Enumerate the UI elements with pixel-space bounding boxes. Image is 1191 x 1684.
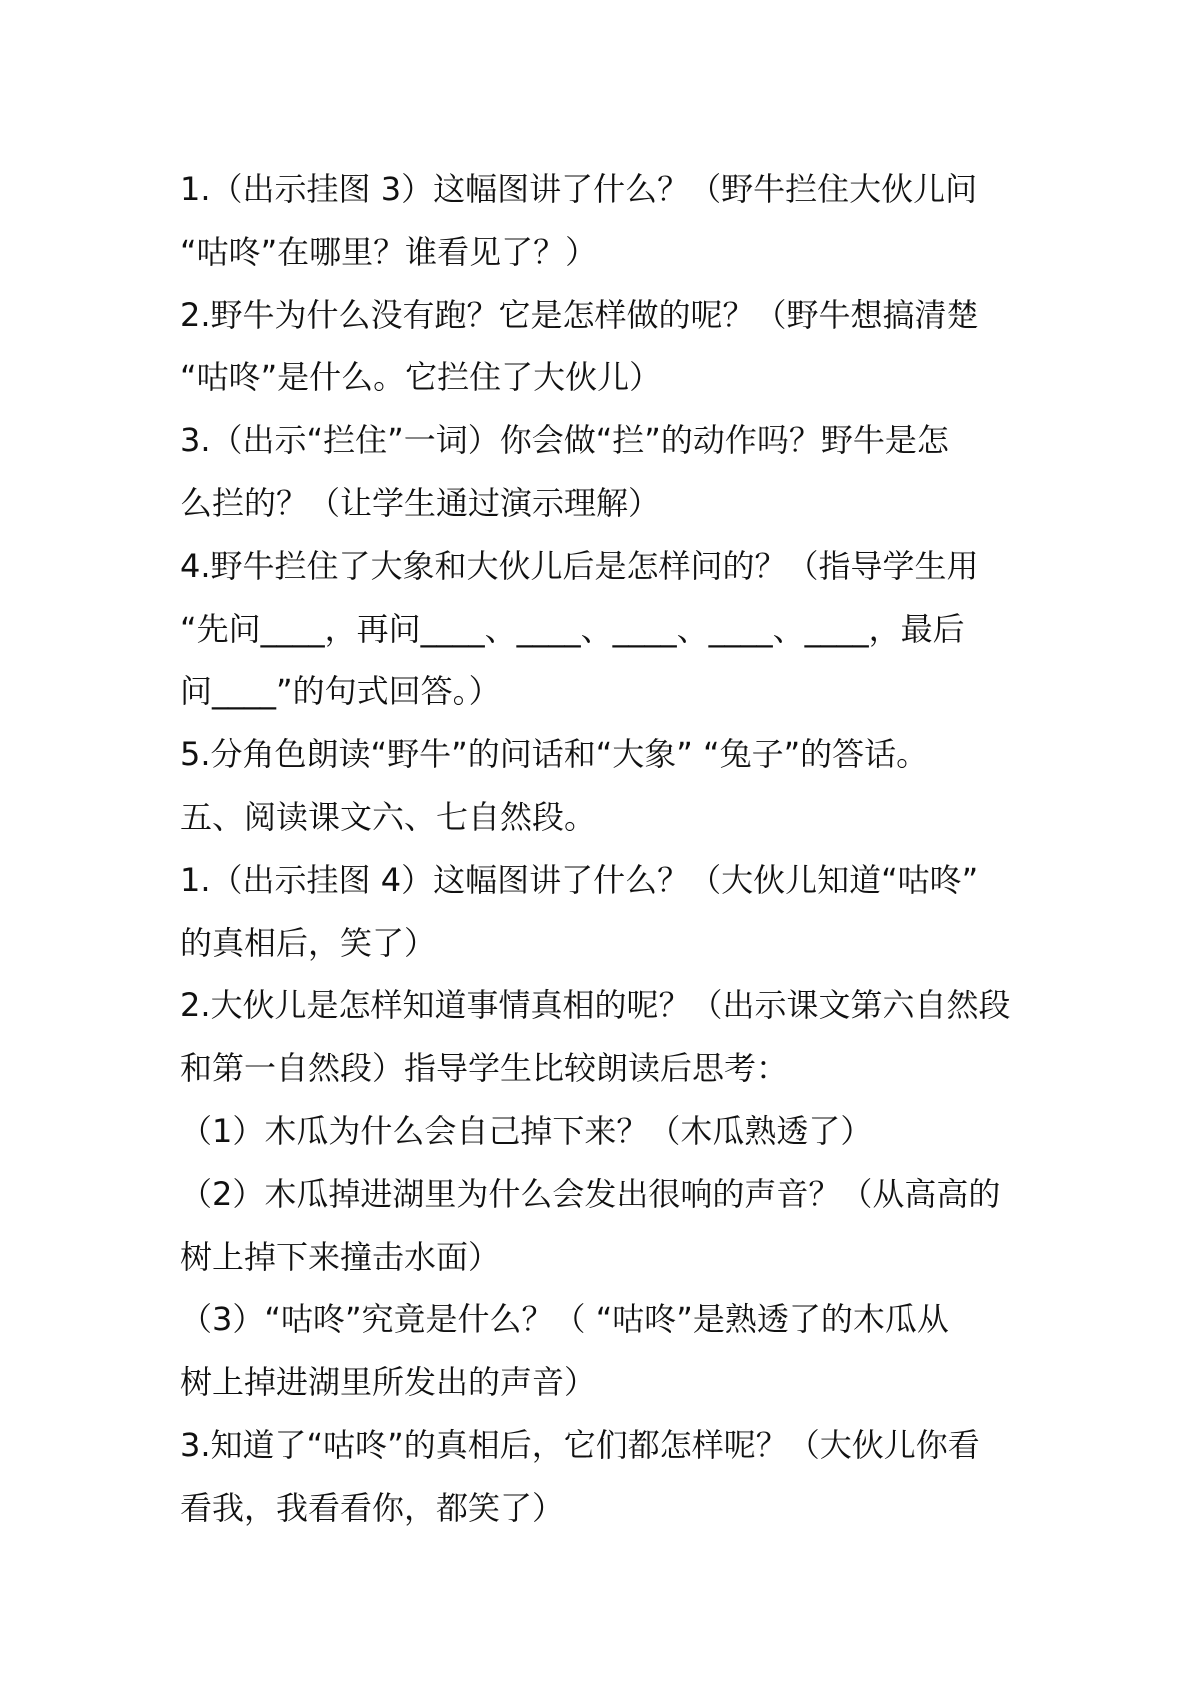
text-line: 1.（出示挂图 4）这幅图讲了什么？（大伙儿知道“咕咚” <box>180 860 979 899</box>
text-line: 4.野牛拦住了大象和大伙儿后是怎样问的？（指导学生用 <box>180 546 979 585</box>
text-line: 的真相后，笑了） <box>180 923 437 962</box>
text-line: （1）木瓜为什么会自己掉下来？（木瓜熟透了） <box>180 1111 873 1150</box>
text-line: 2.野牛为什么没有跑？它是怎样做的呢？（野牛想搞清楚 <box>180 295 979 334</box>
text-line: 么拦的？（让学生通过演示理解） <box>180 483 661 522</box>
text-line: 树上掉下来撞击水面） <box>180 1237 501 1276</box>
text-line: （2）木瓜掉进湖里为什么会发出很响的声音？（从高高的 <box>180 1174 1001 1213</box>
text-line: （3）“咕咚”究竟是什么？（ “咕咚”是熟透了的木瓜从 <box>180 1300 949 1339</box>
text-line: 问____”的句式回答。） <box>180 672 501 711</box>
text-line: 1.（出示挂图 3）这幅图讲了什么？（野牛拦住大伙儿问 <box>180 170 978 208</box>
text-line: 3.（出示“拦住”一词）你会做“拦”的动作吗？野牛是怎 <box>180 421 949 460</box>
text-line: “咕咚”是什么。它拦住了大伙儿） <box>180 358 662 397</box>
text-line: 3.知道了“咕咚”的真相后，它们都怎样呢？（大伙儿你看 <box>180 1425 980 1464</box>
text-line: 和第一自然段）指导学生比较朗读后思考： <box>180 1049 789 1088</box>
document-body <box>180 158 1020 1540</box>
text-line: 看我，我看看你，都笑了） <box>180 1488 565 1527</box>
section-heading: 五、阅读课文六、七自然段。 <box>180 797 597 836</box>
text-line: “先问____，再问____、____、____、____、____，最后 <box>180 609 965 648</box>
text-line: 2.大伙儿是怎样知道事情真相的呢？（出示课文第六自然段 <box>180 986 1011 1025</box>
text-line: “咕咚”在哪里？谁看见了？） <box>180 232 598 271</box>
text-line: 树上掉进湖里所发出的声音） <box>180 1363 597 1402</box>
text-line: 5.分角色朗读“野牛”的问话和“大象” “兔子”的答话。 <box>180 735 929 774</box>
